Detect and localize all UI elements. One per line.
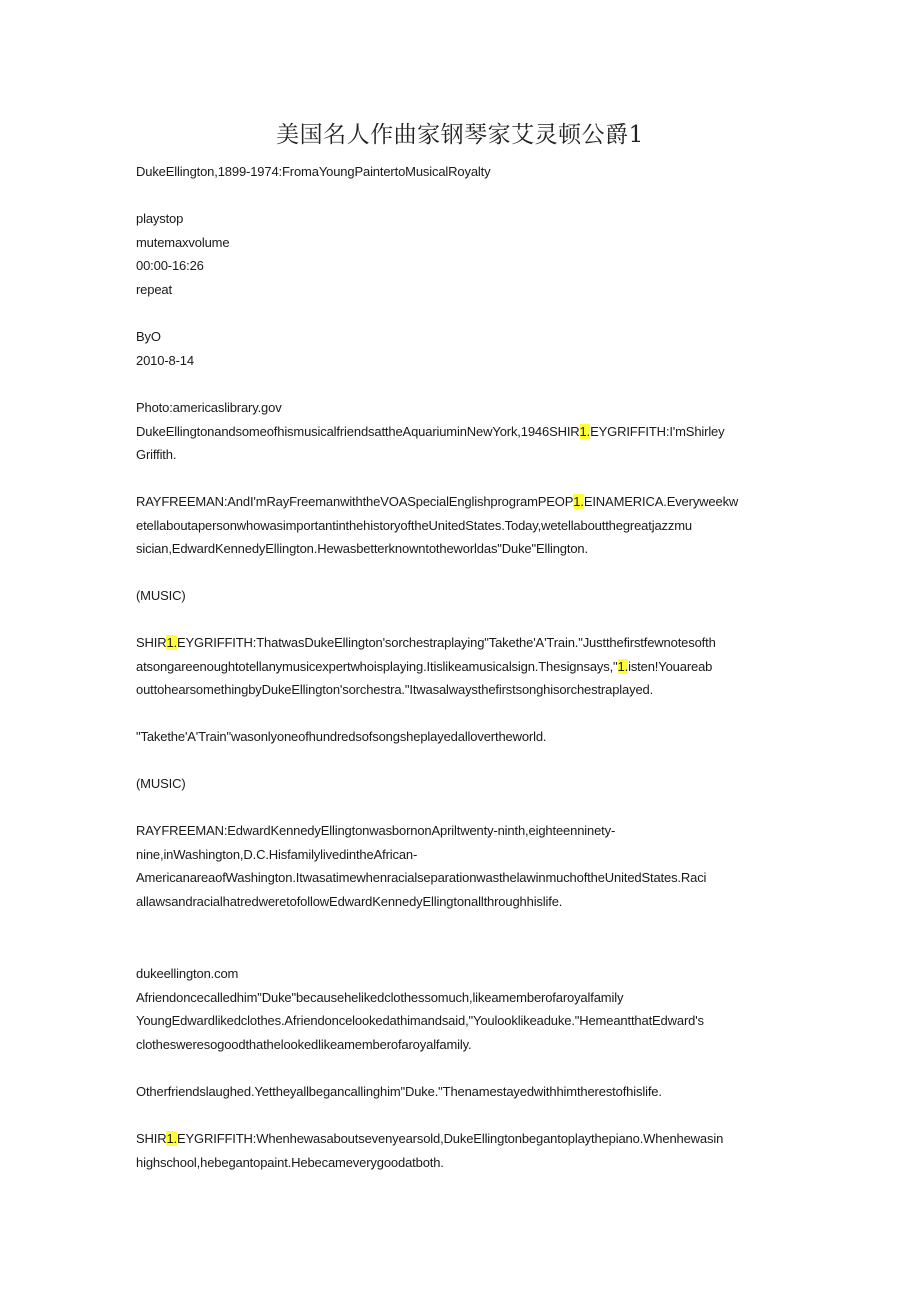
time-readout: 00:00-16:26 bbox=[136, 258, 204, 273]
photo-paragraph: Photo:americaslibrary.gov DukeEllingtonandsomeofhismusicalfriendsattheAquariuminNewYork,1946SHIR1.EYGRIFFITH:I'mShirley Griffith. bbox=[136, 396, 786, 467]
highlight: 1. bbox=[579, 423, 591, 439]
date: 2010-8-14 bbox=[136, 352, 194, 368]
photo-caption: DukeEllingtonandsomeofhismusicalfriendsattheAquariuminNewYork,1946SHIR1.EYGRIFFITH:I'mShirley bbox=[136, 423, 725, 439]
paragraph-shirley-train: SHIR1.EYGRIFFITH:ThatwasDukeEllington'sorchestraplaying"Takethe'A'Train."Justthefirstfewnotesofth atsongareenoughtotellanymusicexpertwhoisplaying.Itislikeamusicalsign.Thesignsays,"1.isten!Youareab outtohearsomethingbyDukeEllington'sorchestra."Itwasalwaysthefirstsonghisorchestraplayed. bbox=[136, 635, 716, 697]
paragraph-shirley-piano: SHIR1.EYGRIFFITH:Whenhewasaboutsevenyearsold,DukeEllingtonbegantoplaythepiano.Whenhewasin highschool,hebegantopaint.Hebecameverygoodatboth. bbox=[136, 1131, 724, 1170]
highlight: 1. bbox=[617, 658, 629, 674]
paragraph-train: "Takethe'A'Train"wasonlyoneofhundredsofsongsheplayedallovertheworld. bbox=[136, 729, 547, 744]
play-stop-control[interactable]: playstop bbox=[136, 211, 184, 226]
highlight: 1. bbox=[166, 1131, 178, 1146]
byline bbox=[136, 325, 786, 372]
author: ByO bbox=[136, 329, 161, 344]
paragraph-ray-intro: RAYFREEMAN:AndI'mRayFreemanwiththeVOASpecialEnglishprogramPEOP1.EINAMERICA.Everyweekw etellaboutapersonwhowasimportantinthehistoryoftheUnitedStates.Today,wetellaboutthegreatjazzmu sician,EdwardKennedyEllington.Hewasbetterknowntotheworldas"Duke"Ellington. bbox=[136, 494, 739, 556]
photo-credit: Photo:americaslibrary.gov bbox=[136, 400, 282, 415]
paragraph-friends: Otherfriendslaughed.Yettheyallbegancallinghim"Duke."Thenamestayedwithhimtherestofhislife. bbox=[136, 1084, 662, 1099]
music-cue: (MUSIC) bbox=[136, 588, 186, 603]
highlight: 1. bbox=[166, 635, 178, 650]
highlight: 1. bbox=[573, 494, 584, 509]
volume-control[interactable]: mutemaxvolume bbox=[136, 234, 230, 250]
paragraph-duke-name: dukeellington.com Afriendoncecalledhim"Duke"becausehelikedclothessomuch,likeamemberofaroyalfamily YoungEdwardlikedclothes.Afriendoncelookedathimandsaid,"Youlooklikeaduke."HemeantthatEdward's clothesweresogoodthathelookedlikeamemberofaroyalfamily. bbox=[136, 962, 786, 1056]
site-link[interactable]: dukeellington.com bbox=[136, 966, 239, 981]
paragraph-ray-birth: RAYFREEMAN:EdwardKennedyEllingtonwasbornonApriltwenty-ninth,eighteenninety- nine,inWashington,D.C.HisfamilylivedintheAfrican- AmericanareaofWashington.ItwasatimewhenracialseparationwasthelawinmuchoftheUnitedStates.Raci allawsandracialhatredweretofollowEdwardKennedyEllingtonallthroughhislife. bbox=[136, 823, 707, 909]
audio-player-text bbox=[136, 207, 786, 301]
music-cue: (MUSIC) bbox=[136, 776, 186, 791]
repeat-control[interactable]: repeat bbox=[136, 281, 172, 297]
subtitle: DukeEllington,1899-1974:FromaYoungPaintertoMusicalRoyalty bbox=[136, 164, 491, 179]
document-title: 美国名人作曲家钢琴家艾灵顿公爵1 bbox=[276, 122, 644, 148]
